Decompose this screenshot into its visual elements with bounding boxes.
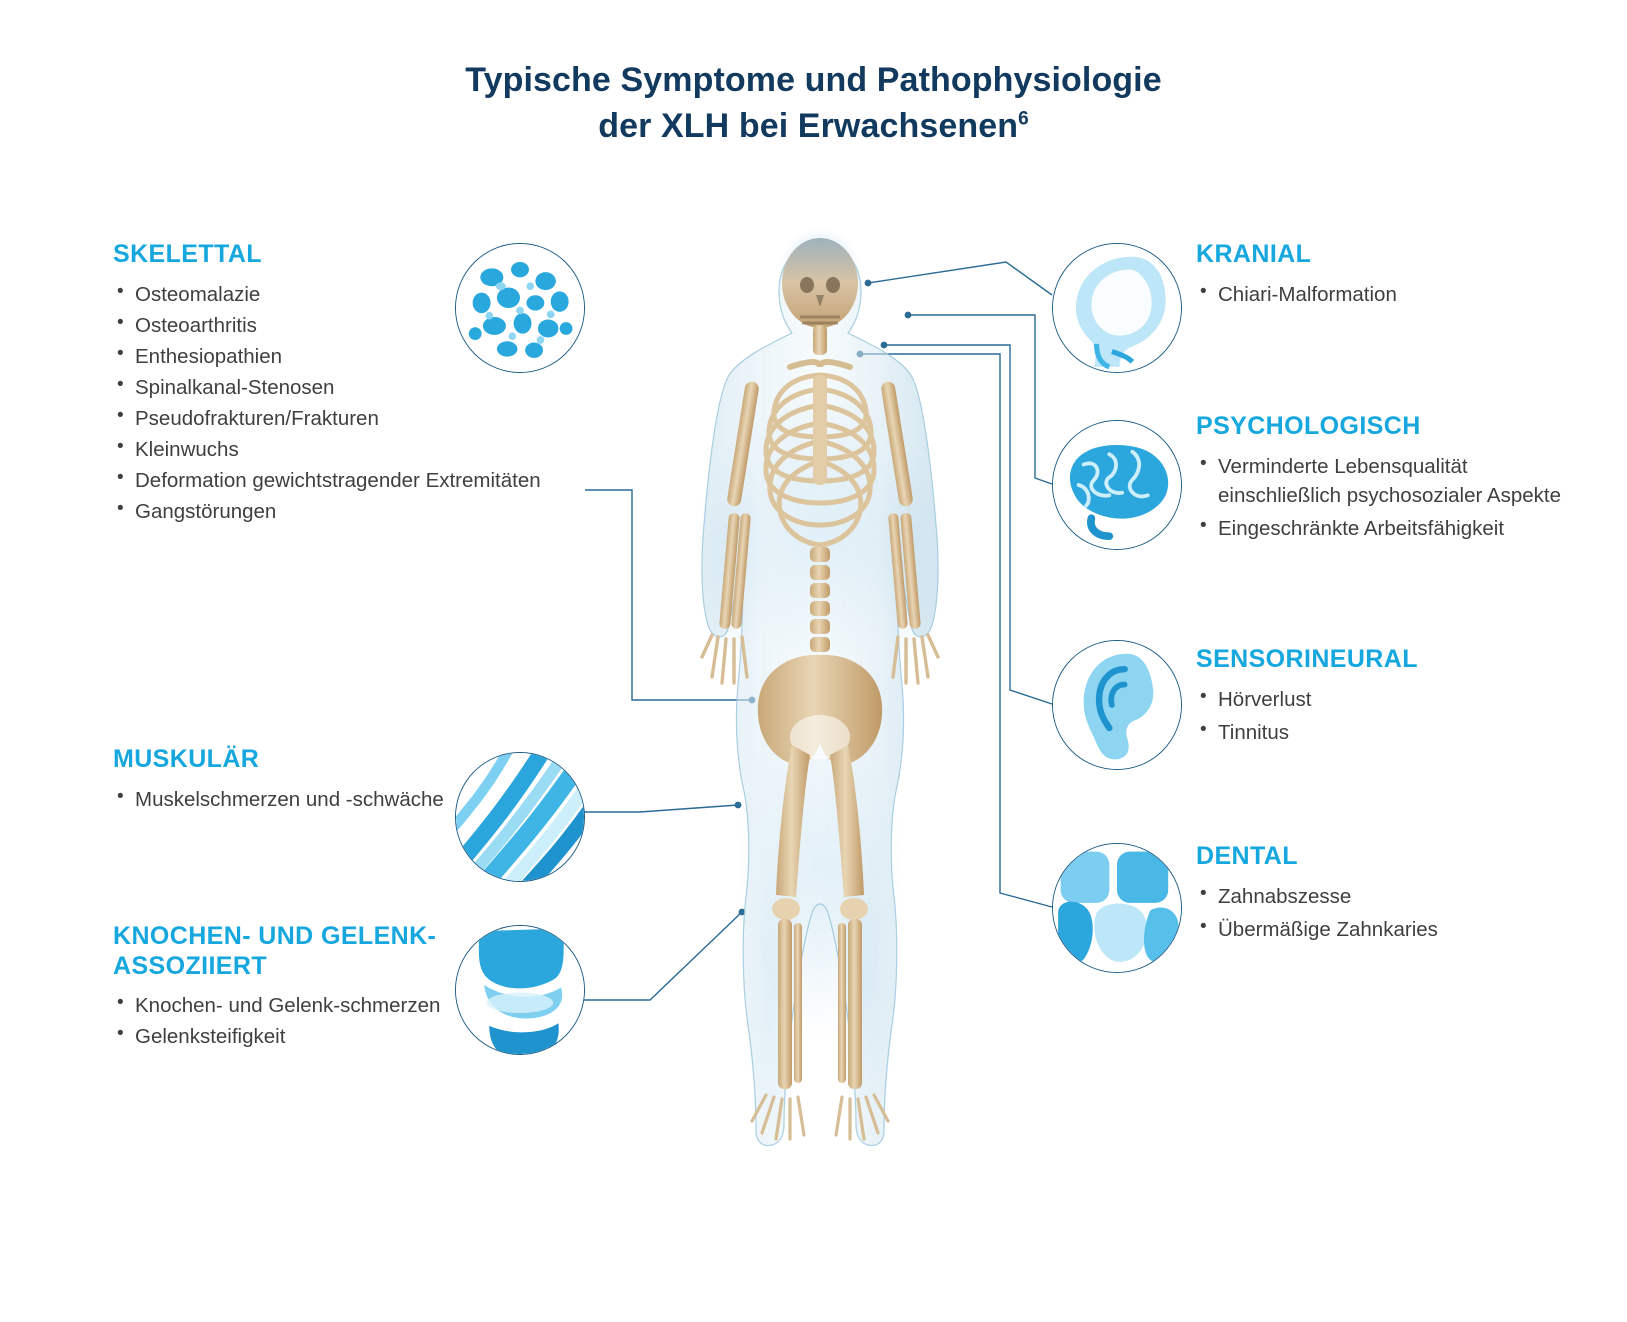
symptom-list-sensorineural xyxy=(1196,685,1596,747)
list-item: • Deformation gewichtstragender Extremitäten xyxy=(113,466,583,495)
list-item: • Knochen- und Gelenk-schmerzen xyxy=(113,991,473,1020)
section-sensorineural xyxy=(1196,645,1596,751)
section-heading-muskular: MUSKULÄR xyxy=(113,745,260,773)
section-kranial xyxy=(1196,240,1596,313)
list-item: • Kleinwuchs xyxy=(113,435,583,464)
brain-icon xyxy=(1052,420,1182,550)
section-heading-skelettal: SKELETTAL xyxy=(113,240,262,268)
list-item: • Osteomalazie xyxy=(113,280,583,309)
symptom-list-knochen-gelenk xyxy=(113,991,473,1051)
symptom-list-dental xyxy=(1196,882,1616,944)
list-item: • Eingeschränkte Arbeitsfähigkeit xyxy=(1196,514,1596,543)
list-item: • Tinnitus xyxy=(1196,718,1596,747)
knee-joint-icon xyxy=(455,925,585,1055)
list-item: • Verminderte Lebensqualität einschließlich psychosozialer Aspekte xyxy=(1196,452,1596,510)
section-dental xyxy=(1196,842,1616,948)
section-muskular xyxy=(113,745,493,816)
section-heading-sensorineural: SENSORINEURAL xyxy=(1196,645,1418,673)
list-item: • Muskelschmerzen und -schwäche xyxy=(113,785,493,814)
list-item: • Gelenksteifigkeit xyxy=(113,1022,473,1051)
teeth-icon xyxy=(1052,843,1182,973)
section-heading-dental: DENTAL xyxy=(1196,842,1298,870)
section-heading-kranial: KRANIAL xyxy=(1196,240,1312,268)
skeleton-illustration xyxy=(640,225,1000,1165)
symptom-list-muskular xyxy=(113,785,493,814)
section-skelettal xyxy=(113,240,583,528)
list-item: • Zahnabszesse xyxy=(1196,882,1616,911)
list-item: • Spinalkanal-Stenosen xyxy=(113,373,583,402)
section-heading-psychologisch: PSYCHOLOGISCH xyxy=(1196,412,1421,440)
list-item: • Enthesiopathien xyxy=(113,342,583,371)
title-reference: 6 xyxy=(1018,108,1029,130)
page-title xyxy=(0,58,1627,149)
symptom-list-skelettal xyxy=(113,280,583,527)
symptom-list-kranial xyxy=(1196,280,1596,309)
skull-brain-icon xyxy=(1052,243,1182,373)
section-knochen-gelenk xyxy=(113,922,473,1053)
list-item: • Übermäßige Zahnkaries xyxy=(1196,915,1616,944)
list-item: • Osteoarthritis xyxy=(113,311,583,340)
title-line-1: Typische Symptome und Pathophysiologie xyxy=(465,61,1162,99)
title-line-2: der XLH bei Erwachsenen xyxy=(598,106,1019,145)
section-psychologisch xyxy=(1196,412,1596,547)
section-heading-knochen-gelenk: KNOCHEN- UND GELENK-ASSOZIIERT xyxy=(113,922,437,980)
ear-icon xyxy=(1052,640,1182,770)
list-item: • Gangstörungen xyxy=(113,497,583,526)
symptom-list-psychologisch xyxy=(1196,452,1596,543)
human-anatomy-figure xyxy=(640,225,1000,1165)
list-item: • Chiari-Malformation xyxy=(1196,280,1596,309)
list-item: • Pseudofrakturen/Frakturen xyxy=(113,404,583,433)
list-item: • Hörverlust xyxy=(1196,685,1596,714)
